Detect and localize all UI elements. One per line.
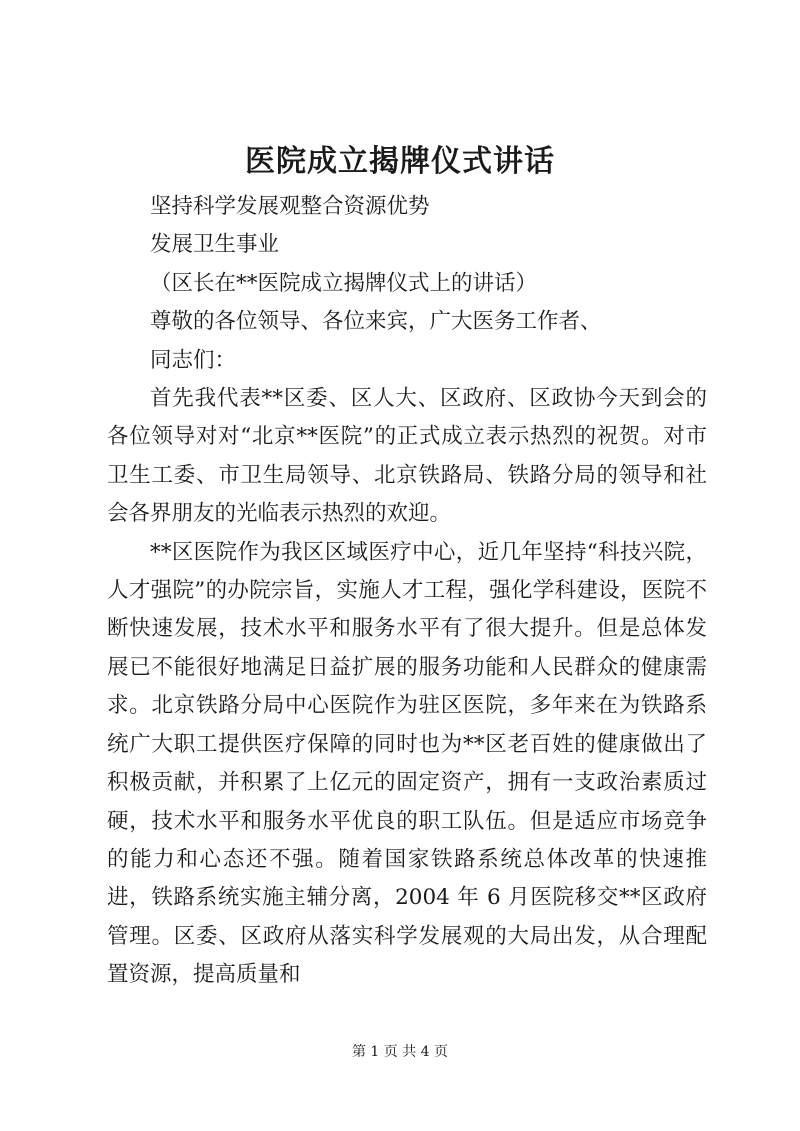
document-body [107,188,707,995]
salutation-line-2: 同志们： [150,347,237,373]
subtitle-line-2: 发展卫生事业 [150,232,280,258]
body-paragraph-2: **区医院作为我区区域医疗中心，近几年坚持“科技兴院，人才强院”的办院宗旨，实施人才工程，强化学科建设，医院不断快速发展，技术水平和服务水平有了很大提升。但是总体发展已不能很好地满足日益扩展的服务功能和人民群众的健康需求。北京铁路分局中心医院作为驻区医院，多年来在为铁路系统广大职工提供医疗保障的同时也为**区老百姓的健康做出了积极贡献，并积累了上亿元的固定资产，拥有一支政治素质过硬，技术水平和服务水平优良的职工队伍。但是适应市场竞争的能力和心态还不强。随着国家铁路系统总体改革的快速推进，铁路系统实施主辅分离，2004 年 6 月医院移交**区政府管理。区委、区政府从落实科学发展观的大局出发，从合理配置资源，提高质量和 [107,539,707,988]
page-footer: 第 1 页 共 4 页 [351,1044,449,1060]
document-title: 医院成立揭牌仪式讲话 [245,144,555,179]
salutation-line-1: 尊敬的各位领导、各位来宾，广大医务工作者、 [150,309,602,335]
body-paragraph-1: 首先我代表**区委、区人大、区政府、区政协今天到会的各位领导对对“北京**医院”的正式成立表示热烈的祝贺。对市卫生工委、市卫生局领导、北京铁路局、铁路分局的领导和社会各界朋友的光临表示热烈的欢迎。 [107,386,707,527]
subtitle-line-1: 坚持科学发展观整合资源优势 [150,194,430,219]
speaker-note: （区长在**医院成立揭牌仪式上的讲话） [150,270,538,296]
